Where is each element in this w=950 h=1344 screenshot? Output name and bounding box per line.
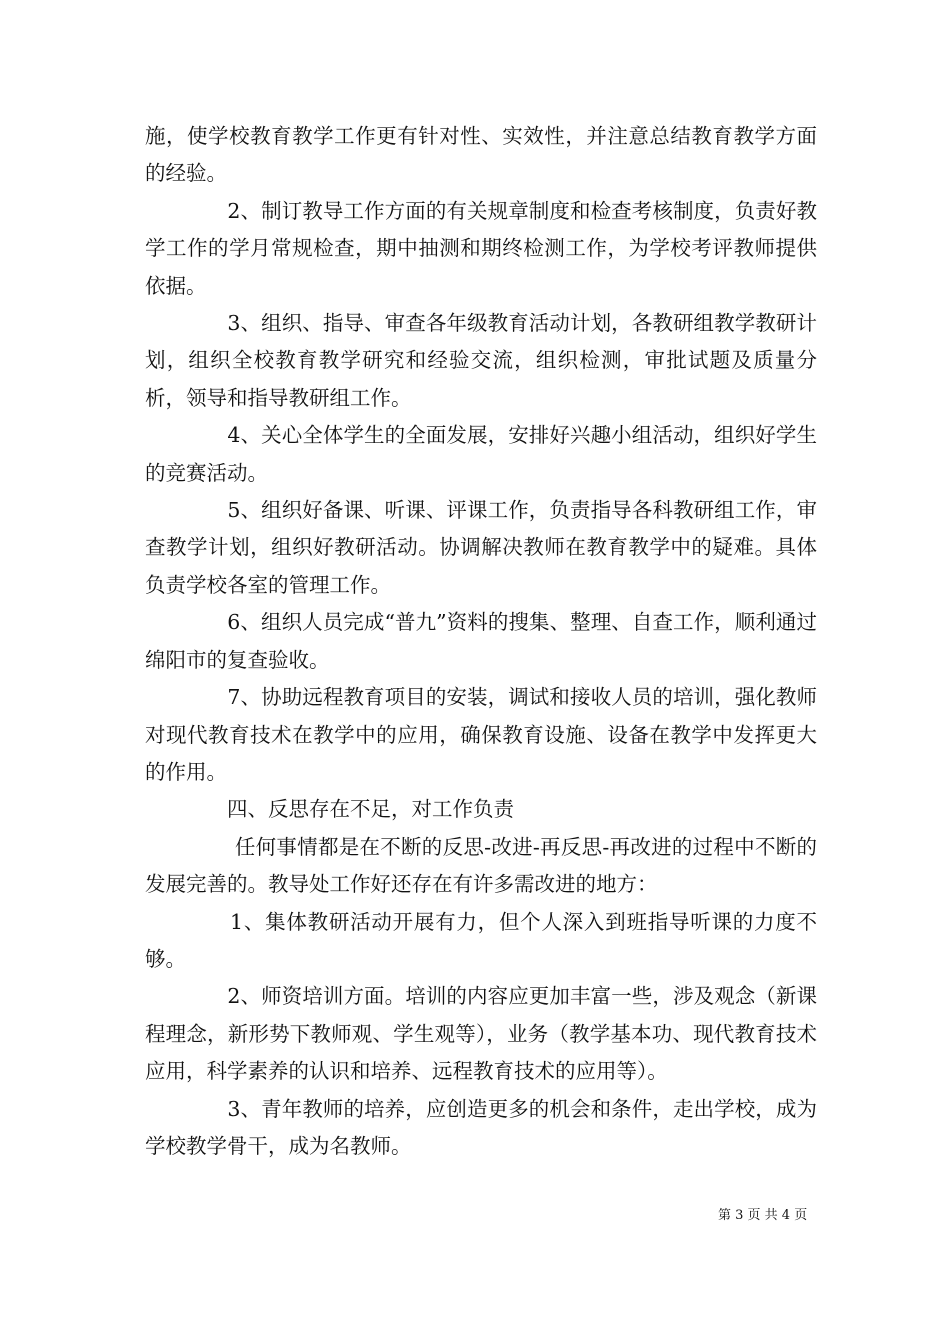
- paragraph-item-3: 3、组织、指导、审查各年级教育活动计划，各教研组教学教研计划，组织全校教育教学研究和经验交流，组织检测，审批试题及质量分析，领导和指导教研组工作。: [145, 311, 817, 410]
- paragraph-item-7: 7、协助远程教育项目的安装，调试和接收人员的培训，强化教师对现代教育技术在教学中的应用，确保教育设施、设备在教学中发挥更大的作用。: [145, 685, 817, 784]
- paragraph-issue-3: 3、青年教师的培养，应创造更多的机会和条件，走出学校，成为学校教学骨干，成为名教师。: [145, 1096, 817, 1158]
- paragraph-intro: 任何事情都是在不断的反思-改进-再反思-再改进的过程中不断的发展完善的。教导处工作好还存在有许多需改进的地方：: [145, 834, 817, 897]
- paragraph-issue-2: 2、师资培训方面。培训的内容应更加丰富一些，涉及观念（新课程理念，新形势下教师观、学生观等），业务（教学基本功、现代教育技术应用，科学素养的认识和培养、远程教育技术的应用等）。: [145, 984, 817, 1084]
- paragraph-issue-1: 1、集体教研活动开展有力，但个人深入到班指导听课的力度不够。: [145, 909, 817, 971]
- page-number-footer: 第 3 页 共 4 页: [718, 1208, 808, 1223]
- paragraph-continuation: 施，使学校教育教学工作更有针对性、实效性，并注意总结教育教学方面的经验。: [145, 124, 817, 186]
- section-heading: 四、反思存在不足，对工作负责: [145, 797, 514, 822]
- paragraph-item-6: 6、组织人员完成“普九”资料的搜集、整理、自查工作，顺利通过绵阳市的复查验收。: [145, 610, 817, 672]
- paragraph-item-5: 5、组织好备课、听课、评课工作，负责指导各科教研组工作，审查教学计划，组织好教研活动。协调解决教师在教育教学中的疑难。具体负责学校各室的管理工作。: [145, 498, 817, 597]
- paragraph-item-4: 4、关心全体学生的全面发展，安排好兴趣小组活动，组织好学生的竞赛活动。: [145, 423, 817, 485]
- document-body: [145, 118, 817, 1165]
- paragraph-item-2: 2、制订教导工作方面的有关规章制度和检查考核制度，负责好教学工作的学月常规检查，期中抽测和期终检测工作，为学校考评教师提供依据。: [145, 198, 817, 298]
